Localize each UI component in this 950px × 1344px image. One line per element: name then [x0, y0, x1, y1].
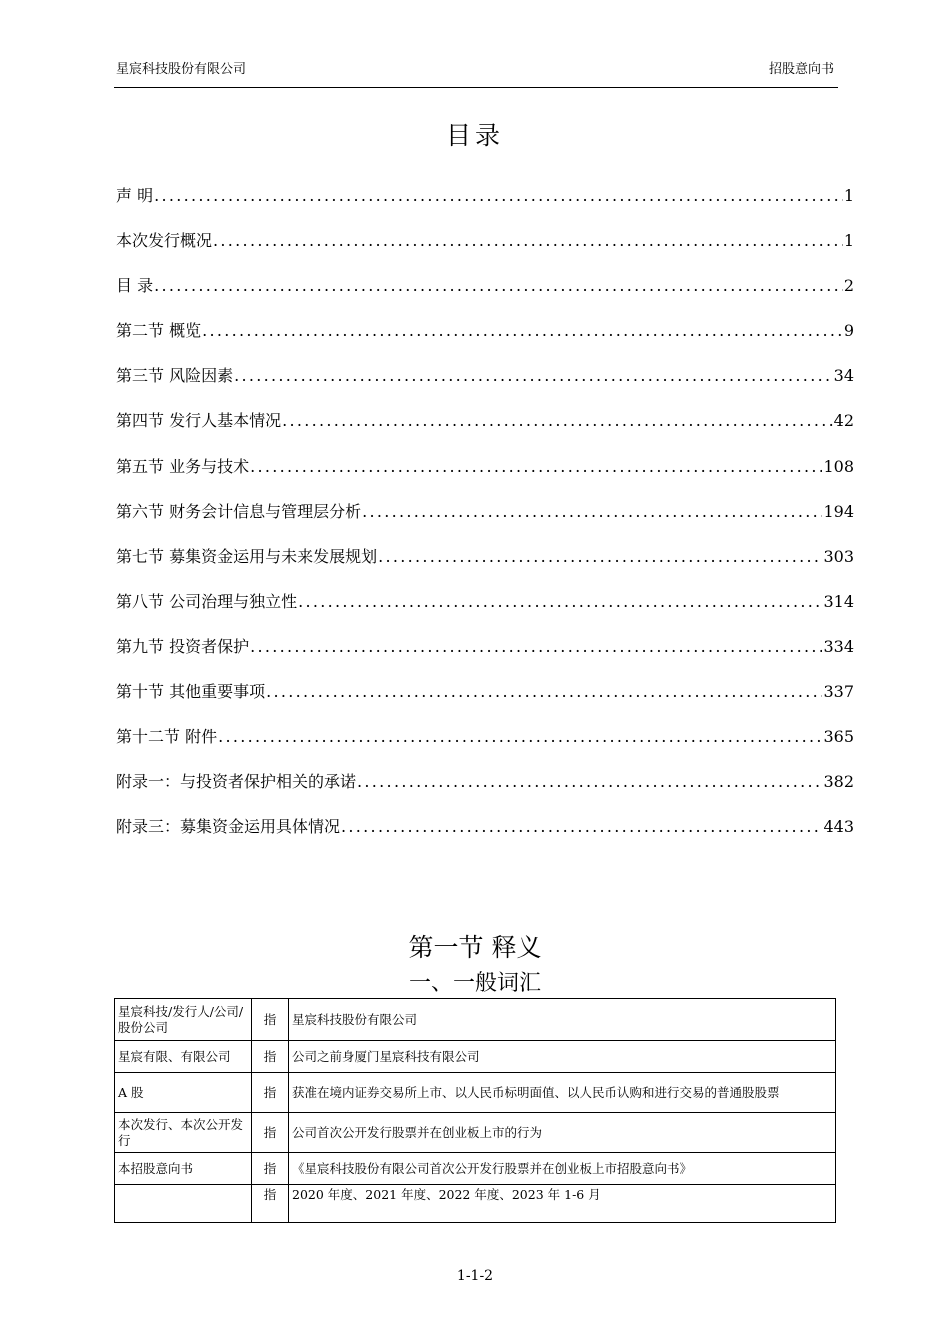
table-of-contents [116, 183, 854, 859]
header-company: 星宸科技股份有限公司 [116, 62, 247, 77]
glossary-row [115, 1185, 836, 1223]
toc-entry[interactable] [116, 183, 854, 228]
glossary-table [114, 998, 836, 1223]
toc-leader-dots [341, 817, 822, 836]
toc-leader-dots [154, 276, 843, 295]
toc-entry-page: 303 [823, 546, 854, 566]
toc-entry-label: 声 明 [116, 186, 154, 205]
glossary-refers-to: 指 [252, 1185, 289, 1223]
toc-entry-page: 443 [823, 817, 854, 837]
glossary-row [115, 1041, 836, 1073]
toc-leader-dots [250, 637, 822, 656]
toc-entry-page: 382 [823, 772, 854, 792]
glossary-definition: 星宸科技股份有限公司 [289, 999, 836, 1041]
toc-entry-page: 314 [823, 591, 854, 611]
toc-leader-dots [362, 502, 822, 521]
toc-entry[interactable] [116, 544, 854, 589]
glossary-refers-to: 指 [252, 1153, 289, 1185]
toc-entry[interactable] [116, 363, 854, 408]
toc-entry[interactable] [116, 273, 854, 318]
toc-leader-dots [250, 457, 822, 476]
glossary-row [115, 999, 836, 1041]
toc-entry[interactable] [116, 454, 854, 499]
toc-entry-page: 42 [833, 411, 854, 431]
toc-leader-dots [234, 366, 833, 385]
glossary-refers-to: 指 [252, 1073, 289, 1113]
toc-entry-label: 附录一：与投资者保护相关的承诺 [116, 772, 357, 792]
toc-entry-label: 第九节 投资者保护 [116, 636, 250, 656]
toc-entry-page: 194 [823, 501, 854, 521]
toc-leader-dots [154, 186, 843, 205]
toc-entry-page: 34 [833, 366, 854, 386]
glossary-term: 星宸有限、有限公司 [115, 1041, 252, 1073]
header-doc-type: 招股意向书 [768, 62, 834, 77]
glossary-refers-to: 指 [252, 1041, 289, 1073]
toc-entry[interactable] [116, 814, 854, 859]
toc-entry[interactable] [116, 634, 854, 679]
glossary-row [115, 1113, 836, 1153]
glossary-row [115, 1153, 836, 1185]
glossary-definition: 《星宸科技股份有限公司首次公开发行股票并在创业板上市招股意向书》 [289, 1153, 836, 1185]
glossary-row [115, 1073, 836, 1113]
toc-entry-label: 附录三：募集资金运用具体情况 [116, 817, 341, 837]
toc-entry-label: 第四节 发行人基本情况 [116, 411, 282, 431]
toc-entry-page: 365 [823, 727, 854, 747]
toc-entry[interactable] [116, 679, 854, 724]
glossary-definition: 获准在境内证券交易所上市、以人民币标明面值、以人民币认购和进行交易的普通股股票 [289, 1073, 836, 1113]
page-number: 1-1-2 [456, 1268, 494, 1284]
toc-entry[interactable] [116, 499, 854, 544]
section-subtitle: 一、一般词汇 [408, 971, 541, 996]
toc-entry-label: 第八节 公司治理与独立性 [116, 591, 298, 611]
toc-entry-label: 第二节 概览 [116, 321, 202, 341]
toc-leader-dots [266, 682, 822, 701]
glossary-term: 本招股意向书 [115, 1153, 252, 1185]
toc-entry-label: 第十二节 附件 [116, 727, 218, 747]
glossary-term [115, 1185, 252, 1223]
header-divider [114, 87, 838, 88]
toc-entry-label: 第七节 募集资金运用与未来发展规划 [116, 546, 378, 566]
glossary-term: A 股 [115, 1073, 252, 1113]
glossary-definition: 2020 年度、2021 年度、2022 年度、2023 年 1-6 月 [289, 1185, 836, 1223]
toc-leader-dots [282, 411, 833, 430]
toc-leader-dots [378, 547, 822, 566]
toc-entry-page: 1 [843, 186, 854, 205]
section-title: 第一节 释义 [408, 933, 542, 962]
toc-leader-dots [213, 231, 843, 250]
toc-leader-dots [357, 772, 822, 791]
toc-leader-dots [298, 592, 822, 611]
toc-entry-label: 第十节 其他重要事项 [116, 682, 266, 702]
glossary-definition: 公司首次公开发行股票并在创业板上市的行为 [289, 1113, 836, 1153]
toc-entry[interactable] [116, 724, 854, 769]
toc-entry-page: 108 [823, 456, 854, 476]
toc-leader-dots [202, 321, 843, 340]
toc-entry-label: 本次发行概况 [116, 231, 213, 251]
glossary-term: 星宸科技/发行人/公司/股份公司 [115, 999, 252, 1041]
glossary-definition: 公司之前身厦门星宸科技有限公司 [289, 1041, 836, 1073]
toc-entry-page: 334 [823, 636, 854, 656]
toc-title: 目录 [445, 121, 504, 150]
toc-entry[interactable] [116, 318, 854, 363]
toc-entry-label: 第六节 财务会计信息与管理层分析 [116, 501, 362, 521]
toc-entry[interactable] [116, 408, 854, 453]
glossary-refers-to: 指 [252, 1113, 289, 1153]
toc-entry-page: 9 [843, 321, 854, 341]
toc-entry-label: 第三节 风险因素 [116, 366, 234, 386]
glossary-term: 本次发行、本次公开发行 [115, 1113, 252, 1153]
glossary-refers-to: 指 [252, 999, 289, 1041]
toc-entry[interactable] [116, 228, 854, 273]
toc-entry-page: 2 [843, 276, 854, 296]
toc-entry[interactable] [116, 589, 854, 634]
toc-entry-page: 337 [823, 682, 854, 702]
toc-entry[interactable] [116, 769, 854, 814]
toc-leader-dots [218, 727, 822, 746]
toc-entry-label: 第五节 业务与技术 [116, 456, 250, 476]
toc-entry-label: 目 录 [116, 276, 154, 296]
toc-entry-page: 1 [843, 231, 854, 251]
